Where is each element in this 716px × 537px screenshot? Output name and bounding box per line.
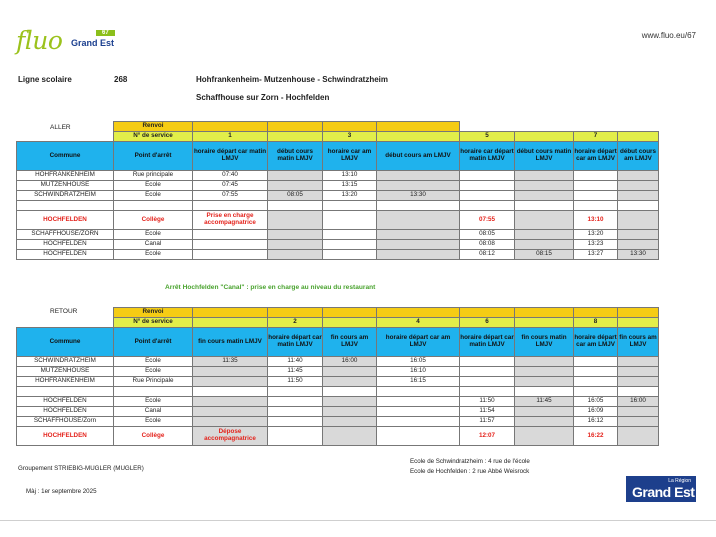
table-cell: HOHFRANKENHEIM [17, 171, 114, 181]
table-cell: Rue Principale [114, 377, 193, 387]
website-url: www.fluo.eu/67 [641, 31, 696, 40]
renvoi-label: Renvoi [114, 308, 193, 318]
table-cell [114, 201, 193, 211]
column-header: horaire départ car am LMJV [574, 328, 618, 357]
table-cell [323, 417, 377, 427]
route-line-2: Schaffhouse sur Zorn - Hochfelden [196, 93, 330, 102]
table-cell [114, 387, 193, 397]
table-cell: 07:55 [193, 191, 268, 201]
column-header: horaire départ car matin LMJV [460, 328, 515, 357]
update-date: Màj : 1er septembre 2025 [26, 488, 97, 495]
column-header: horaire départ car matin LMJV [193, 142, 268, 171]
table-cell: 08:05 [460, 230, 515, 240]
table-cell [377, 397, 460, 407]
table-cell: 16:00 [618, 397, 659, 407]
table-cell: Ecole [114, 191, 193, 201]
column-header: horaire départ car am LMJV [377, 328, 460, 357]
logo-badge: 67 [96, 30, 115, 36]
table-cell [618, 407, 659, 417]
table-cell: 08:08 [460, 240, 515, 250]
table-cell [515, 171, 574, 181]
table-cell [618, 387, 659, 397]
table-cell: HOCHFELDEN [17, 211, 114, 230]
table-cell: HOHFRANKENHEIM [17, 377, 114, 387]
retour-timetable [16, 307, 659, 446]
table-cell [323, 250, 377, 260]
table-cell: 16:00 [323, 357, 377, 367]
table-cell: SCHAFFHOUSE/ZORN [17, 230, 114, 240]
table-cell [377, 201, 460, 211]
table-cell [193, 387, 268, 397]
table-cell [268, 397, 323, 407]
table-cell: HOCHFELDEN [17, 397, 114, 407]
table-cell [460, 387, 515, 397]
fluo-logo [16, 26, 116, 58]
table-cell [460, 367, 515, 377]
table-cell [193, 240, 268, 250]
table-cell [193, 397, 268, 407]
table-cell [574, 367, 618, 377]
table-cell [268, 407, 323, 417]
table-cell [377, 171, 460, 181]
logo-wordmark: fluo [16, 26, 63, 55]
table-cell: 11:45 [268, 367, 323, 377]
canal-stop-note: Arrêt Hochfelden "Canal" : prise en charge au niveau du restaurant [165, 284, 376, 291]
table-cell [515, 230, 574, 240]
table-cell: 16:22 [574, 427, 618, 446]
school-address-1: Ecole de Schwindratzheim : 4 rue de l'école [410, 458, 530, 465]
table-cell: 16:12 [574, 417, 618, 427]
table-cell: 16:05 [574, 397, 618, 407]
table-cell [515, 367, 574, 377]
table-cell [323, 387, 377, 397]
retour-label: RETOUR [50, 308, 78, 315]
table-cell [268, 230, 323, 240]
table-cell [515, 191, 574, 201]
table-cell: Rue principale [114, 171, 193, 181]
table-cell: Ecole [114, 230, 193, 240]
table-row [17, 377, 659, 387]
table-cell [377, 387, 460, 397]
table-cell [618, 427, 659, 446]
table-cell [193, 407, 268, 417]
table-cell: 16:15 [377, 377, 460, 387]
service-number: 8 [574, 318, 618, 328]
table-cell: 07:45 [193, 181, 268, 191]
table-cell [17, 201, 114, 211]
table-cell: 12:07 [460, 427, 515, 446]
table-cell: 08:12 [460, 250, 515, 260]
table-cell: 16:10 [377, 367, 460, 377]
table-row [17, 357, 659, 367]
ligne-number: 268 [114, 75, 128, 84]
table-row [17, 240, 659, 250]
table-cell: 08:15 [515, 250, 574, 260]
table-cell [193, 230, 268, 240]
region-grand-est-logo [626, 476, 696, 502]
table-row [17, 191, 659, 201]
table-cell [268, 417, 323, 427]
table-cell: Ecole [114, 417, 193, 427]
logo-subtitle: Grand Est [71, 38, 115, 48]
table-cell: 16:09 [574, 407, 618, 417]
table-row [17, 171, 659, 181]
table-cell [323, 427, 377, 446]
table-cell [574, 181, 618, 191]
table-cell: SCHAFFHOUSE/Zorn [17, 417, 114, 427]
column-header: horaire car départ matin LMJV [460, 142, 515, 171]
table-cell [268, 240, 323, 250]
table-cell [377, 240, 460, 250]
table-cell [268, 250, 323, 260]
table-cell [377, 181, 460, 191]
table-cell [574, 171, 618, 181]
column-header: Commune [17, 328, 114, 357]
table-cell [515, 181, 574, 191]
table-cell: 13:10 [323, 171, 377, 181]
table-cell: 13:15 [323, 181, 377, 191]
table-cell [193, 377, 268, 387]
table-cell [193, 201, 268, 211]
service-number: 7 [574, 132, 618, 142]
column-header: fin cours am LMJV [323, 328, 377, 357]
table-cell: Collège [114, 211, 193, 230]
table-cell: Ecole [114, 250, 193, 260]
table-cell [618, 377, 659, 387]
table-cell [193, 250, 268, 260]
column-header: Point d'arrêt [114, 328, 193, 357]
table-cell [323, 367, 377, 377]
column-header: horaire car am LMJV [323, 142, 377, 171]
table-cell [515, 427, 574, 446]
table-cell [323, 377, 377, 387]
table-cell [618, 230, 659, 240]
table-cell [515, 407, 574, 417]
table-cell [515, 387, 574, 397]
table-cell [574, 387, 618, 397]
column-header: fin cours matin LMJV [515, 328, 574, 357]
table-row [17, 407, 659, 417]
table-cell: 13:10 [574, 211, 618, 230]
service-number: 1 [193, 132, 268, 142]
table-cell [460, 357, 515, 367]
column-header: fin cours am LMJV [618, 328, 659, 357]
service-number: 4 [377, 318, 460, 328]
table-cell [268, 211, 323, 230]
region-logo-small: La Région [668, 478, 691, 484]
table-cell [377, 211, 460, 230]
table-cell: SCHWINDRATZHEIM [17, 191, 114, 201]
column-header: horaire départ car matin LMJV [268, 328, 323, 357]
table-cell: MUTZENHOUSE [17, 181, 114, 191]
table-cell: Ecole [114, 367, 193, 377]
service-number: 5 [460, 132, 515, 142]
service-number-label: N° de service [114, 132, 193, 142]
table-cell: SCHWINDRATZHEIM [17, 357, 114, 367]
table-row [17, 387, 659, 397]
table-cell [323, 407, 377, 417]
table-cell [618, 357, 659, 367]
table-cell [618, 367, 659, 377]
ligne-label: Ligne scolaire [18, 75, 72, 84]
table-cell [268, 201, 323, 211]
table-cell: 11:50 [460, 397, 515, 407]
page-bottom-edge [0, 520, 716, 521]
table-cell: 13:20 [323, 191, 377, 201]
table-cell [460, 191, 515, 201]
table-cell [323, 201, 377, 211]
table-cell [515, 201, 574, 211]
table-cell [193, 367, 268, 377]
service-number-label: N° de service [114, 318, 193, 328]
table-row [17, 397, 659, 407]
table-cell [268, 427, 323, 446]
table-cell: Ecole [114, 357, 193, 367]
table-cell [268, 181, 323, 191]
table-cell: MUTZENHOUSE [17, 367, 114, 377]
table-cell [618, 417, 659, 427]
table-cell [17, 387, 114, 397]
table-cell [268, 171, 323, 181]
column-header: début cours matin LMJV [515, 142, 574, 171]
table-row [17, 211, 659, 230]
table-cell: Canal [114, 407, 193, 417]
table-cell: 07:55 [460, 211, 515, 230]
school-address-2: Ecole de Hochfelden : 2 rue Abbé Weisrock [410, 468, 530, 475]
table-row [17, 230, 659, 240]
table-cell [618, 181, 659, 191]
table-cell [618, 211, 659, 230]
aller-timetable [16, 121, 659, 260]
table-cell: HOCHFELDEN [17, 427, 114, 446]
column-header: début cours am LMJV [377, 142, 460, 171]
table-cell [193, 417, 268, 427]
table-cell: Ecole [114, 181, 193, 191]
table-cell [574, 357, 618, 367]
table-cell: 11:57 [460, 417, 515, 427]
table-cell [323, 211, 377, 230]
table-cell [515, 240, 574, 250]
table-cell: 13:30 [377, 191, 460, 201]
column-header: Commune [17, 142, 114, 171]
table-cell [377, 230, 460, 240]
column-header: Point d'arrêt [114, 142, 193, 171]
table-cell: 11:35 [193, 357, 268, 367]
table-cell [515, 377, 574, 387]
table-cell [323, 397, 377, 407]
table-cell [377, 250, 460, 260]
table-cell: HOCHFELDEN [17, 240, 114, 250]
table-cell: 13:23 [574, 240, 618, 250]
table-cell [574, 377, 618, 387]
table-cell: 08:05 [268, 191, 323, 201]
table-cell [515, 357, 574, 367]
table-cell [618, 171, 659, 181]
table-cell [618, 240, 659, 250]
column-header: début cours matin LMJV [268, 142, 323, 171]
table-cell [377, 407, 460, 417]
table-cell [377, 427, 460, 446]
table-cell: 13:30 [618, 250, 659, 260]
operator-name: Groupement STRIEBIG-MUGLER (MUGLER) [18, 465, 144, 472]
table-cell: Collège [114, 427, 193, 446]
table-cell: 11:50 [268, 377, 323, 387]
column-header: début cours am LMJV [618, 142, 659, 171]
column-header: fin cours matin LMJV [193, 328, 268, 357]
service-number: 3 [323, 132, 377, 142]
table-cell [460, 181, 515, 191]
table-cell [268, 387, 323, 397]
table-row [17, 427, 659, 446]
aller-label: ALLER [50, 124, 71, 131]
table-cell [323, 240, 377, 250]
table-cell: 16:05 [377, 357, 460, 367]
table-cell: 11:40 [268, 357, 323, 367]
table-cell: 11:45 [515, 397, 574, 407]
table-cell: HOCHFELDEN [17, 250, 114, 260]
table-cell [618, 201, 659, 211]
service-number: 6 [460, 318, 515, 328]
table-cell [515, 417, 574, 427]
table-cell: Canal [114, 240, 193, 250]
table-cell [460, 171, 515, 181]
table-cell: Dépose accompagnatrice [193, 427, 268, 446]
table-cell: 11:54 [460, 407, 515, 417]
service-number: 2 [268, 318, 323, 328]
table-row [17, 201, 659, 211]
table-cell: HOCHFELDEN [17, 407, 114, 417]
table-cell [377, 417, 460, 427]
table-cell: Ecole [114, 397, 193, 407]
table-row [17, 417, 659, 427]
table-cell [460, 377, 515, 387]
table-row [17, 367, 659, 377]
table-cell [574, 191, 618, 201]
renvoi-label: Renvoi [114, 122, 193, 132]
table-cell: 07:40 [193, 171, 268, 181]
table-cell [460, 201, 515, 211]
route-line-1: Hohfrankenheim- Mutzenhouse - Schwindratzheim [196, 75, 389, 84]
table-cell: 13:27 [574, 250, 618, 260]
table-cell [515, 211, 574, 230]
table-row [17, 250, 659, 260]
table-cell: 13:20 [574, 230, 618, 240]
table-cell [618, 191, 659, 201]
region-logo-big: Grand Est [632, 484, 695, 500]
table-row [17, 181, 659, 191]
column-header: horaire départ car am LMJV [574, 142, 618, 171]
table-cell: Prise en charge accompagnatrice [193, 211, 268, 230]
table-cell [574, 201, 618, 211]
table-cell [323, 230, 377, 240]
